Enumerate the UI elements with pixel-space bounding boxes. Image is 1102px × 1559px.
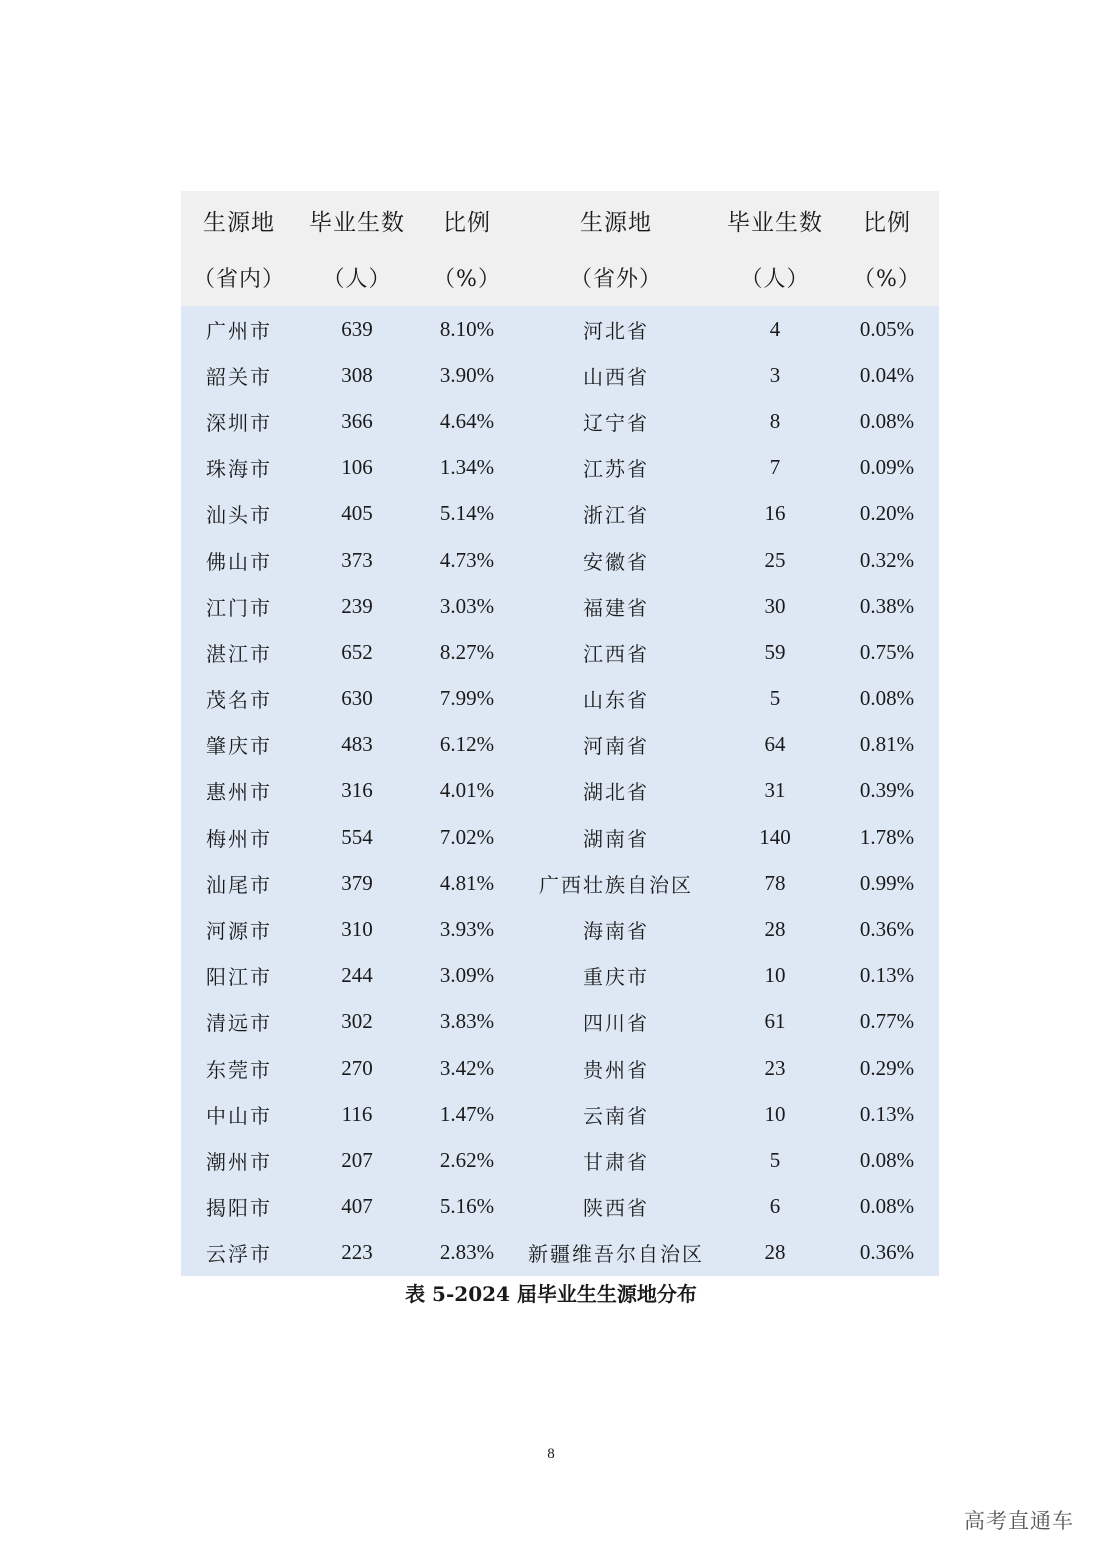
- source-distribution-table-container: [181, 191, 939, 1276]
- province-graduate-count-cell: 244: [341, 963, 373, 988]
- outside-region-name-cell: 山西省: [583, 364, 649, 389]
- province-ratio-cell: 7.99%: [439, 686, 495, 711]
- table-row: [181, 306, 939, 352]
- province-ratio-cell: 4.81%: [439, 870, 495, 895]
- outside-graduate-count-cell: 78: [764, 870, 786, 895]
- outside-ratio-cell: 0.13%: [859, 963, 915, 988]
- outside-ratio-cell: 0.81%: [859, 732, 915, 757]
- outside-region-name-cell: 陕西省: [583, 1196, 649, 1221]
- column-header: 比例: [443, 209, 491, 236]
- outside-graduate-count-cell: 61: [764, 1009, 786, 1034]
- province-graduate-count-cell: 366: [341, 408, 373, 433]
- outside-region-name-cell: 新疆维吾尔自治区: [528, 1242, 704, 1267]
- province-region-name-cell: 清远市: [206, 1011, 272, 1036]
- outside-graduate-count-cell: 4: [769, 316, 781, 341]
- province-region-name-cell: 河源市: [206, 919, 272, 944]
- outside-region-name-cell: 福建省: [583, 595, 649, 620]
- header-row: [181, 191, 939, 249]
- outside-ratio-cell: 0.39%: [859, 778, 915, 803]
- province-graduate-count-cell: 639: [341, 316, 373, 341]
- province-ratio-cell: 3.93%: [439, 917, 495, 942]
- province-graduate-count-cell: 308: [341, 362, 373, 387]
- table-caption: 表 5-2024 届毕业生生源地分布: [405, 1282, 697, 1306]
- outside-graduate-count-cell: 31: [764, 778, 786, 803]
- province-region-name-cell: 惠州市: [206, 780, 272, 805]
- column-header: 生源地: [203, 209, 275, 236]
- outside-region-name-cell: 浙江省: [583, 503, 649, 528]
- table-row: [181, 398, 939, 444]
- province-region-name-cell: 阳江市: [206, 965, 272, 990]
- outside-region-name-cell: 安徽省: [583, 549, 649, 574]
- province-graduate-count-cell: 116: [341, 1101, 373, 1126]
- source-distribution-table: [181, 191, 939, 1276]
- outside-ratio-cell: 0.04%: [859, 362, 915, 387]
- province-region-name-cell: 韶关市: [206, 364, 272, 389]
- province-region-name-cell: 茂名市: [206, 688, 272, 713]
- outside-region-name-cell: 海南省: [583, 919, 649, 944]
- outside-graduate-count-cell: 5: [769, 686, 781, 711]
- outside-graduate-count-cell: 25: [764, 547, 786, 572]
- province-ratio-cell: 4.73%: [439, 547, 495, 572]
- table-row: [181, 814, 939, 860]
- province-region-name-cell: 东莞市: [206, 1057, 272, 1082]
- province-graduate-count-cell: 207: [341, 1147, 373, 1172]
- outside-ratio-cell: 0.08%: [859, 408, 915, 433]
- province-region-name-cell: 肇庆市: [206, 734, 272, 759]
- province-ratio-cell: 3.90%: [439, 362, 495, 387]
- outside-ratio-cell: 0.36%: [859, 1240, 915, 1265]
- table-row: [181, 1091, 939, 1137]
- outside-region-name-cell: 贵州省: [583, 1057, 649, 1082]
- province-graduate-count-cell: 652: [341, 639, 373, 664]
- outside-region-name-cell: 河南省: [583, 734, 649, 759]
- province-ratio-cell: 3.03%: [439, 593, 495, 618]
- province-ratio-cell: 1.47%: [439, 1101, 495, 1126]
- province-region-name-cell: 深圳市: [206, 410, 272, 435]
- table-row: [181, 352, 939, 398]
- column-header: 毕业生数: [309, 209, 405, 236]
- table-header: [181, 191, 939, 306]
- table-row: [181, 1045, 939, 1091]
- province-ratio-cell: 5.16%: [439, 1194, 495, 1219]
- province-region-name-cell: 湛江市: [206, 641, 272, 666]
- outside-ratio-cell: 0.05%: [859, 316, 915, 341]
- province-region-name-cell: 潮州市: [206, 1149, 272, 1174]
- province-ratio-cell: 3.09%: [439, 963, 495, 988]
- province-graduate-count-cell: 483: [341, 732, 373, 757]
- table-row: [181, 722, 939, 768]
- province-region-name-cell: 汕头市: [206, 503, 272, 528]
- outside-ratio-cell: 0.08%: [859, 686, 915, 711]
- province-ratio-cell: 8.10%: [439, 316, 495, 341]
- outside-region-name-cell: 湖南省: [583, 826, 649, 851]
- outside-graduate-count-cell: 6: [769, 1194, 781, 1219]
- column-header-unit: （省外）: [569, 267, 662, 292]
- province-ratio-cell: 4.01%: [439, 778, 495, 803]
- header-row: [181, 249, 939, 306]
- outside-ratio-cell: 0.32%: [859, 547, 915, 572]
- outside-graduate-count-cell: 10: [764, 1101, 786, 1126]
- province-ratio-cell: 1.34%: [439, 455, 495, 480]
- outside-region-name-cell: 江苏省: [583, 457, 649, 482]
- outside-region-name-cell: 辽宁省: [583, 410, 649, 435]
- province-graduate-count-cell: 373: [341, 547, 373, 572]
- outside-ratio-cell: 0.38%: [859, 593, 915, 618]
- province-ratio-cell: 2.62%: [439, 1147, 495, 1172]
- province-graduate-count-cell: 554: [341, 824, 373, 849]
- outside-region-name-cell: 重庆市: [583, 965, 649, 990]
- outside-ratio-cell: 0.20%: [859, 501, 915, 526]
- page-number: 8: [547, 1446, 555, 1462]
- province-region-name-cell: 梅州市: [206, 826, 272, 851]
- province-ratio-cell: 4.64%: [439, 408, 495, 433]
- outside-graduate-count-cell: 3: [769, 362, 781, 387]
- table-row: [181, 1137, 939, 1183]
- column-header-unit: （省内）: [192, 267, 285, 292]
- province-ratio-cell: 2.83%: [439, 1240, 495, 1265]
- province-graduate-count-cell: 239: [341, 593, 373, 618]
- outside-ratio-cell: 0.08%: [859, 1194, 915, 1219]
- column-header: 毕业生数: [727, 209, 823, 236]
- province-region-name-cell: 汕尾市: [206, 872, 272, 897]
- province-graduate-count-cell: 379: [341, 870, 373, 895]
- province-graduate-count-cell: 310: [341, 917, 373, 942]
- outside-region-name-cell: 四川省: [583, 1011, 649, 1036]
- table-row: [181, 491, 939, 537]
- outside-ratio-cell: 0.75%: [859, 639, 915, 664]
- table-row: [181, 537, 939, 583]
- province-graduate-count-cell: 630: [341, 686, 373, 711]
- table-body: [181, 306, 939, 1276]
- table-row: [181, 768, 939, 814]
- outside-region-name-cell: 广西壮族自治区: [539, 872, 693, 897]
- outside-region-name-cell: 甘肃省: [583, 1149, 649, 1174]
- table-row: [181, 676, 939, 722]
- table-row: [181, 860, 939, 906]
- table-row: [181, 445, 939, 491]
- outside-graduate-count-cell: 64: [764, 732, 786, 757]
- column-header-unit: （人）: [740, 267, 810, 292]
- table-row: [181, 1184, 939, 1230]
- column-header: 生源地: [580, 209, 652, 236]
- outside-graduate-count-cell: 16: [764, 501, 786, 526]
- province-ratio-cell: 7.02%: [439, 824, 495, 849]
- outside-region-name-cell: 湖北省: [583, 780, 649, 805]
- outside-graduate-count-cell: 59: [764, 639, 786, 664]
- outside-graduate-count-cell: 8: [769, 408, 781, 433]
- column-header-unit: （%）: [853, 267, 921, 292]
- table-row: [181, 629, 939, 675]
- province-region-name-cell: 江门市: [206, 595, 272, 620]
- outside-ratio-cell: 0.36%: [859, 917, 915, 942]
- province-graduate-count-cell: 316: [341, 778, 373, 803]
- province-region-name-cell: 佛山市: [206, 549, 272, 574]
- province-region-name-cell: 珠海市: [206, 457, 272, 482]
- table-row: [181, 583, 939, 629]
- province-graduate-count-cell: 407: [341, 1194, 373, 1219]
- outside-graduate-count-cell: 5: [769, 1147, 781, 1172]
- column-header-unit: （人）: [322, 267, 392, 292]
- province-ratio-cell: 8.27%: [439, 639, 495, 664]
- province-region-name-cell: 云浮市: [206, 1242, 272, 1267]
- outside-graduate-count-cell: 28: [764, 1240, 786, 1265]
- outside-ratio-cell: 0.77%: [859, 1009, 915, 1034]
- outside-ratio-cell: 1.78%: [859, 824, 915, 849]
- outside-ratio-cell: 0.08%: [859, 1147, 915, 1172]
- outside-graduate-count-cell: 10: [764, 963, 786, 988]
- table-row: [181, 999, 939, 1045]
- province-graduate-count-cell: 223: [341, 1240, 373, 1265]
- table-row: [181, 1230, 939, 1276]
- province-ratio-cell: 3.83%: [439, 1009, 495, 1034]
- outside-graduate-count-cell: 28: [764, 917, 786, 942]
- outside-graduate-count-cell: 7: [769, 455, 781, 480]
- outside-graduate-count-cell: 140: [759, 824, 791, 849]
- province-graduate-count-cell: 405: [341, 501, 373, 526]
- province-graduate-count-cell: 270: [341, 1055, 373, 1080]
- column-header-unit: （%）: [433, 267, 501, 292]
- province-region-name-cell: 广州市: [206, 318, 272, 343]
- province-ratio-cell: 5.14%: [439, 501, 495, 526]
- column-header: 比例: [863, 209, 911, 236]
- province-graduate-count-cell: 302: [341, 1009, 373, 1034]
- outside-graduate-count-cell: 30: [764, 593, 786, 618]
- watermark: 高考直通车: [964, 1509, 1074, 1533]
- outside-graduate-count-cell: 23: [764, 1055, 786, 1080]
- province-ratio-cell: 3.42%: [439, 1055, 495, 1080]
- outside-ratio-cell: 0.29%: [859, 1055, 915, 1080]
- table-row: [181, 953, 939, 999]
- outside-ratio-cell: 0.13%: [859, 1101, 915, 1126]
- outside-ratio-cell: 0.09%: [859, 455, 915, 480]
- table-row: [181, 906, 939, 952]
- outside-ratio-cell: 0.99%: [859, 870, 915, 895]
- province-region-name-cell: 中山市: [206, 1103, 272, 1128]
- province-region-name-cell: 揭阳市: [206, 1196, 272, 1221]
- province-graduate-count-cell: 106: [341, 455, 373, 480]
- outside-region-name-cell: 河北省: [583, 318, 649, 343]
- outside-region-name-cell: 江西省: [583, 641, 649, 666]
- outside-region-name-cell: 山东省: [583, 688, 649, 713]
- outside-region-name-cell: 云南省: [583, 1103, 649, 1128]
- province-ratio-cell: 6.12%: [439, 732, 495, 757]
